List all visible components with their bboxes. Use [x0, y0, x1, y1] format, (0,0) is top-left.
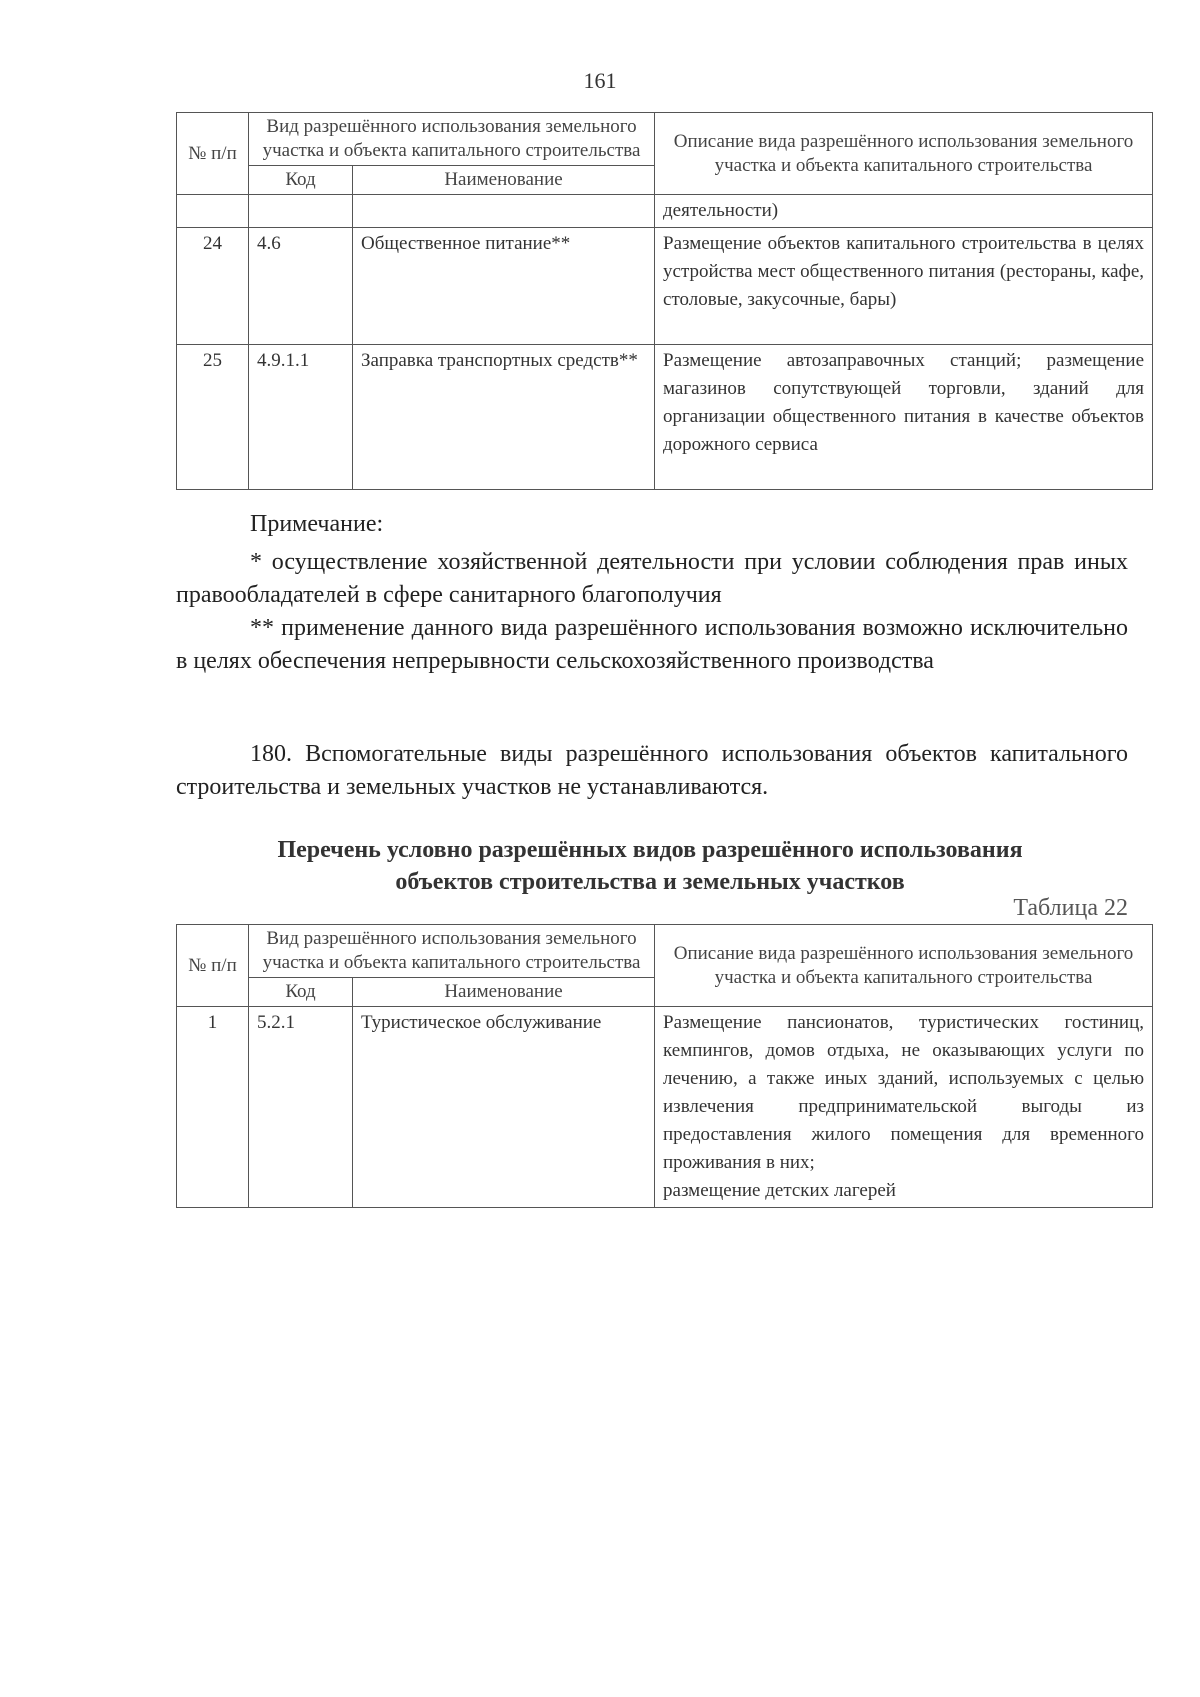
heading-line-2: объектов строительства и земельных участков: [395, 869, 905, 895]
header-num: № п/п: [177, 113, 249, 195]
paragraph-180-block: [176, 738, 1128, 804]
permitted-use-table-continued: [176, 112, 1153, 490]
row-code: 4.9.1.1: [249, 345, 353, 490]
note-title: Примечание:: [250, 511, 384, 537]
header-vid: Вид разрешённого использования земельного участка и объекта капитального строительства: [249, 113, 655, 166]
row-num: 24: [177, 228, 249, 345]
section-heading: [150, 834, 1150, 898]
row-name: Заправка транспортных средств**: [353, 345, 655, 490]
row-code: [249, 195, 353, 228]
note-2: ** применение данного вида разрешённого использования возможно исключительно в целях обеспечения непрерывности сельскохозяйственного производства: [176, 615, 1128, 674]
row-num: [177, 195, 249, 228]
row-desc: Размещение автозаправочных станций; размещение магазинов сопутствующей торговли, зданий для организации общественного питания в качестве объектов дорожного сервиса: [655, 345, 1153, 490]
header-kod: Код: [249, 978, 353, 1007]
header-opis: Описание вида разрешённого использования земельного участка и объекта капитального строительства: [655, 925, 1153, 1007]
header-num: № п/п: [177, 925, 249, 1007]
row-num: 25: [177, 345, 249, 490]
row-desc: [655, 1007, 1153, 1208]
table-row: [177, 228, 1153, 345]
paragraph-180: 180. Вспомогательные виды разрешённого использования объектов капитального строительства и земельных участков не устанавливаются.: [176, 741, 1128, 800]
row-desc: Размещение объектов капитального строительства в целях устройства мест общественного питания (рестораны, кафе, столовые, закусочные, бары): [655, 228, 1153, 345]
table-row: [177, 345, 1153, 490]
heading-line-1: Перечень условно разрешённых видов разрешённого использования: [277, 837, 1023, 863]
note-1: * осуществление хозяйственной деятельности при условии соблюдения прав иных правообладателей в сфере санитарного благополучия: [176, 549, 1128, 608]
conditionally-permitted-use-table: [176, 924, 1153, 1208]
row-desc-main: Размещение пансионатов, туристических гостиниц, кемпингов, домов отдыха, не оказывающих услуги по лечению, а также иных зданий, используемых с целью извлечения предпринимательской выгоды из предоставления жилого помещения для временного проживания в них;: [663, 1012, 1145, 1173]
row-num: 1: [177, 1007, 249, 1208]
row-desc: деятельности): [655, 195, 1153, 228]
notes: [176, 546, 1128, 678]
header-naim: Наименование: [353, 978, 655, 1007]
row-desc-extra: размещение детских лагерей: [663, 1180, 896, 1201]
header-vid: Вид разрешённого использования земельного участка и объекта капитального строительства: [249, 925, 655, 978]
row-name: Туристическое обслуживание: [353, 1007, 655, 1208]
header-opis: Описание вида разрешённого использования земельного участка и объекта капитального строительства: [655, 113, 1153, 195]
row-name: Общественное питание**: [353, 228, 655, 345]
row-name: [353, 195, 655, 228]
header-naim: Наименование: [353, 166, 655, 195]
row-code: 4.6: [249, 228, 353, 345]
header-kod: Код: [249, 166, 353, 195]
table-row: [177, 1007, 1153, 1208]
table-caption: Таблица 22: [1013, 895, 1128, 921]
table-row: [177, 195, 1153, 228]
page-number: 161: [583, 68, 617, 93]
row-code: 5.2.1: [249, 1007, 353, 1208]
